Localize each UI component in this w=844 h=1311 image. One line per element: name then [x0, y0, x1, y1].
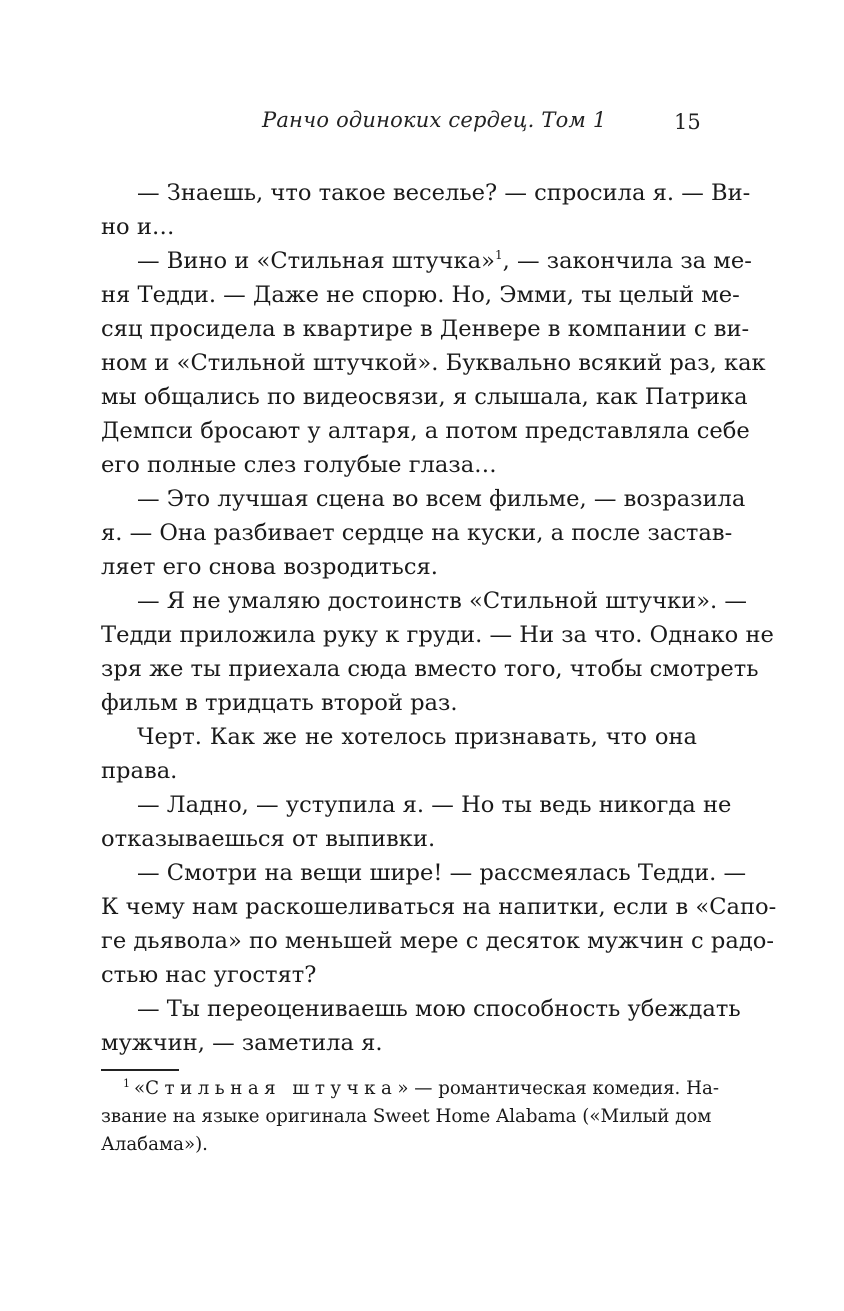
running-title: Ранчо одиноких сердец. Том 1: [262, 108, 607, 132]
text-line: я. — Она разбивает сердце на куски, а после застав-: [101, 520, 733, 546]
text-line: ня Тедди. — Даже не спорю. Но, Эмми, ты целый ме-: [101, 282, 740, 308]
text-line: ном и «Стильной штучкой». Буквально всякий раз, как: [101, 350, 766, 376]
text-line: стью нас угостят?: [101, 962, 317, 988]
text-line: ге дьявола» по меньшей мере с десяток мужчин с радо-: [101, 928, 774, 954]
footnote-line: звание на языке оригинала Sweet Home Alabama («Милый дом: [101, 1106, 712, 1127]
footnote-line: [101, 1075, 719, 1103]
footnote: [101, 1075, 719, 1159]
text-line: ляет его снова возродиться.: [101, 554, 438, 580]
footnote-quote-open: «: [134, 1078, 146, 1099]
text-line: К чему нам раскошеливаться на напитки, если в «Сапо-: [101, 894, 777, 920]
text-line: отказываешься от выпивки.: [101, 826, 436, 852]
text-line: мы общались по видеосвязи, я слышала, как Патрика: [101, 384, 748, 410]
text-line: — Я не умаляю достоинств «Стильной штучки». —: [137, 588, 747, 614]
footnote-reference[interactable]: 1: [494, 248, 503, 262]
footnote-line: Алабама»).: [101, 1134, 208, 1155]
text-line: — Смотри на вещи шире! — рассмеялась Тедди. —: [137, 860, 747, 886]
text-line: — Ладно, — уступила я. — Но ты ведь никогда не: [137, 792, 732, 818]
footnote-mark: 1: [123, 1077, 130, 1090]
text-segment: — Вино и «Стильная штучка»: [137, 248, 495, 274]
text-line: но и…: [101, 214, 175, 240]
footnote-text: » — романтическая комедия. На-: [397, 1078, 719, 1099]
footnote-film-title: Стильная штучка: [145, 1078, 398, 1099]
text-line: мужчин, — заметила я.: [101, 1030, 383, 1056]
text-line: Черт. Как же не хотелось признавать, что она: [137, 724, 697, 750]
text-line: его полные слез голубые глаза…: [101, 452, 497, 478]
text-line: — Знаешь, что такое веселье? — спросила я. — Ви-: [137, 180, 751, 206]
text-line: фильм в тридцать второй раз.: [101, 690, 458, 716]
footnote-divider: [101, 1069, 179, 1071]
text-line: — Это лучшая сцена во всем фильме, — возразила: [137, 486, 746, 512]
page-number: 15: [674, 110, 701, 134]
text-line: Демпси бросают у алтаря, а потом представляла себе: [101, 418, 750, 444]
text-line: зря же ты приехала сюда вместо того, чтобы смотреть: [101, 656, 759, 682]
text-line: — Ты переоцениваешь мою способность убеждать: [137, 996, 741, 1022]
text-line-with-footnote: [101, 244, 752, 278]
text-line: Тедди приложила руку к груди. — Ни за что. Однако не: [101, 622, 774, 648]
text-line: сяц просидела в квартире в Денвере в компании с ви-: [101, 316, 750, 342]
text-segment: , — закончила за ме-: [502, 248, 752, 274]
text-line: права.: [101, 758, 178, 784]
body-text: [101, 176, 777, 1060]
